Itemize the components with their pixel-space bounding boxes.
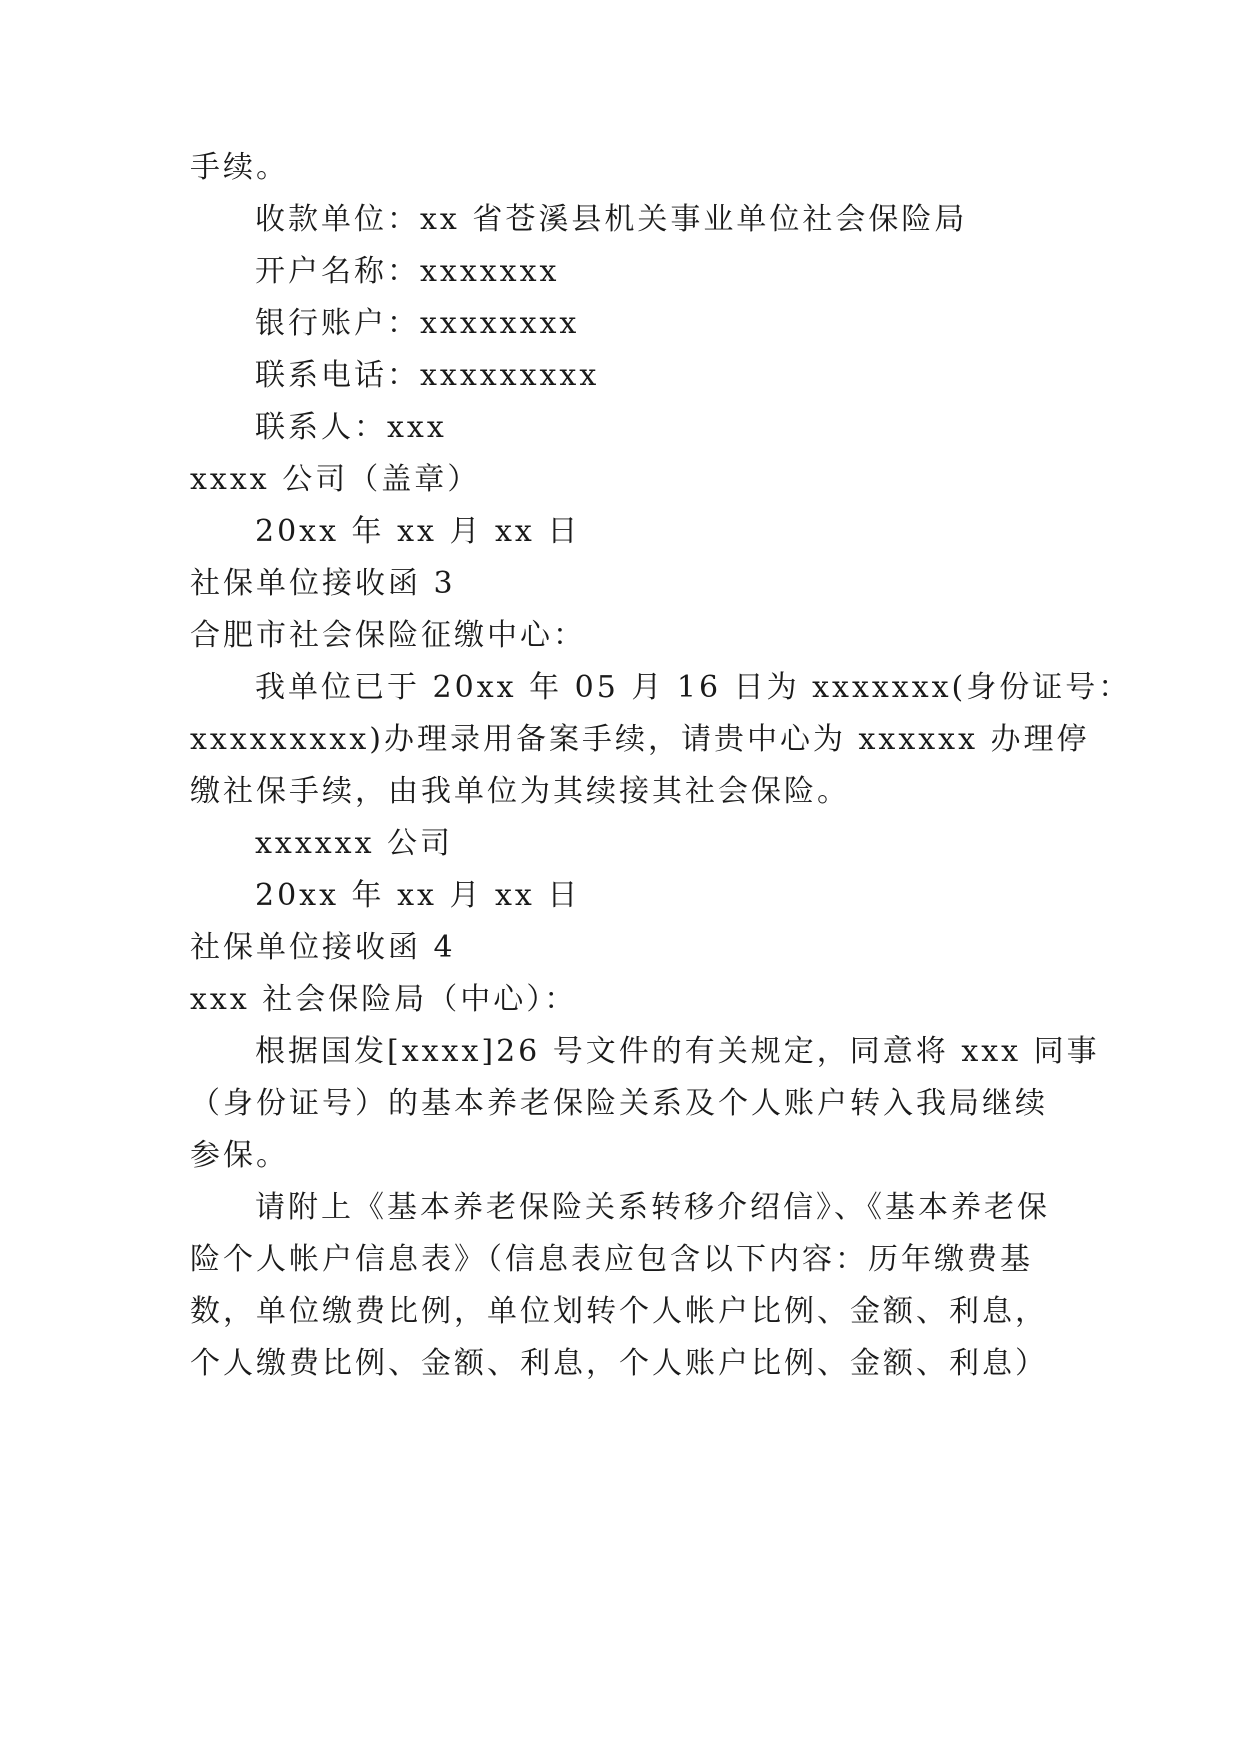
body-text-line: 缴社保手续，由我单位为其续接其社会保险。 bbox=[190, 774, 850, 809]
body-text-line: （身份证号）的基本养老保险关系及个人账户转入我局继续 bbox=[190, 1086, 1048, 1121]
body-text-line: 险个人帐户信息表》（信息表应包含以下内容：历年缴费基 bbox=[190, 1242, 1033, 1277]
section-heading: 社保单位接收函 4 bbox=[190, 930, 456, 965]
body-text-line: 参保。 bbox=[190, 1138, 289, 1173]
body-text-line: 个人缴费比例、金额、利息，个人账户比例、金额、利息） bbox=[190, 1346, 1048, 1381]
contact-line: 联系人：xxx bbox=[255, 410, 447, 445]
date-line: 20xx 年 xx 月 xx 日 bbox=[255, 514, 581, 549]
bank-account-line: 银行账户：xxxxxxxx bbox=[255, 306, 580, 341]
date-line: 20xx 年 xx 月 xx 日 bbox=[255, 878, 581, 913]
section-heading: 社保单位接收函 3 bbox=[190, 566, 456, 601]
body-text-line: 我单位已于 20xx 年 05 月 16 日为 xxxxxxx(身份证号： bbox=[255, 670, 1132, 705]
company-line: xxxxxx 公司 bbox=[255, 826, 454, 861]
company-seal-line: xxxx 公司（盖章） bbox=[190, 462, 481, 497]
account-name-line: 开户名称：xxxxxxx bbox=[255, 254, 560, 289]
phone-line: 联系电话：xxxxxxxxx bbox=[255, 358, 600, 393]
body-text-line: xxxxxxxxx)办理录用备案手续，请贵中心为 xxxxxx 办理停 bbox=[190, 722, 1090, 757]
body-text-line: 根据国发[xxxx]26 号文件的有关规定，同意将 xxx 同事 bbox=[255, 1034, 1100, 1069]
body-text-line: 数，单位缴费比例，单位划转个人帐户比例、金额、利息， bbox=[190, 1294, 1048, 1329]
text-line: 手续。 bbox=[190, 150, 289, 185]
recipient-line: xxx 社会保险局（中心）： bbox=[190, 982, 578, 1017]
recipient-line: 合肥市社会保险征缴中心： bbox=[190, 618, 586, 653]
body-text-line: 请附上《基本养老保险关系转移介绍信》、《基本养老保 bbox=[255, 1190, 1050, 1225]
payee-unit-line: 收款单位：xx 省苍溪县机关事业单位社会保险局 bbox=[255, 202, 968, 237]
